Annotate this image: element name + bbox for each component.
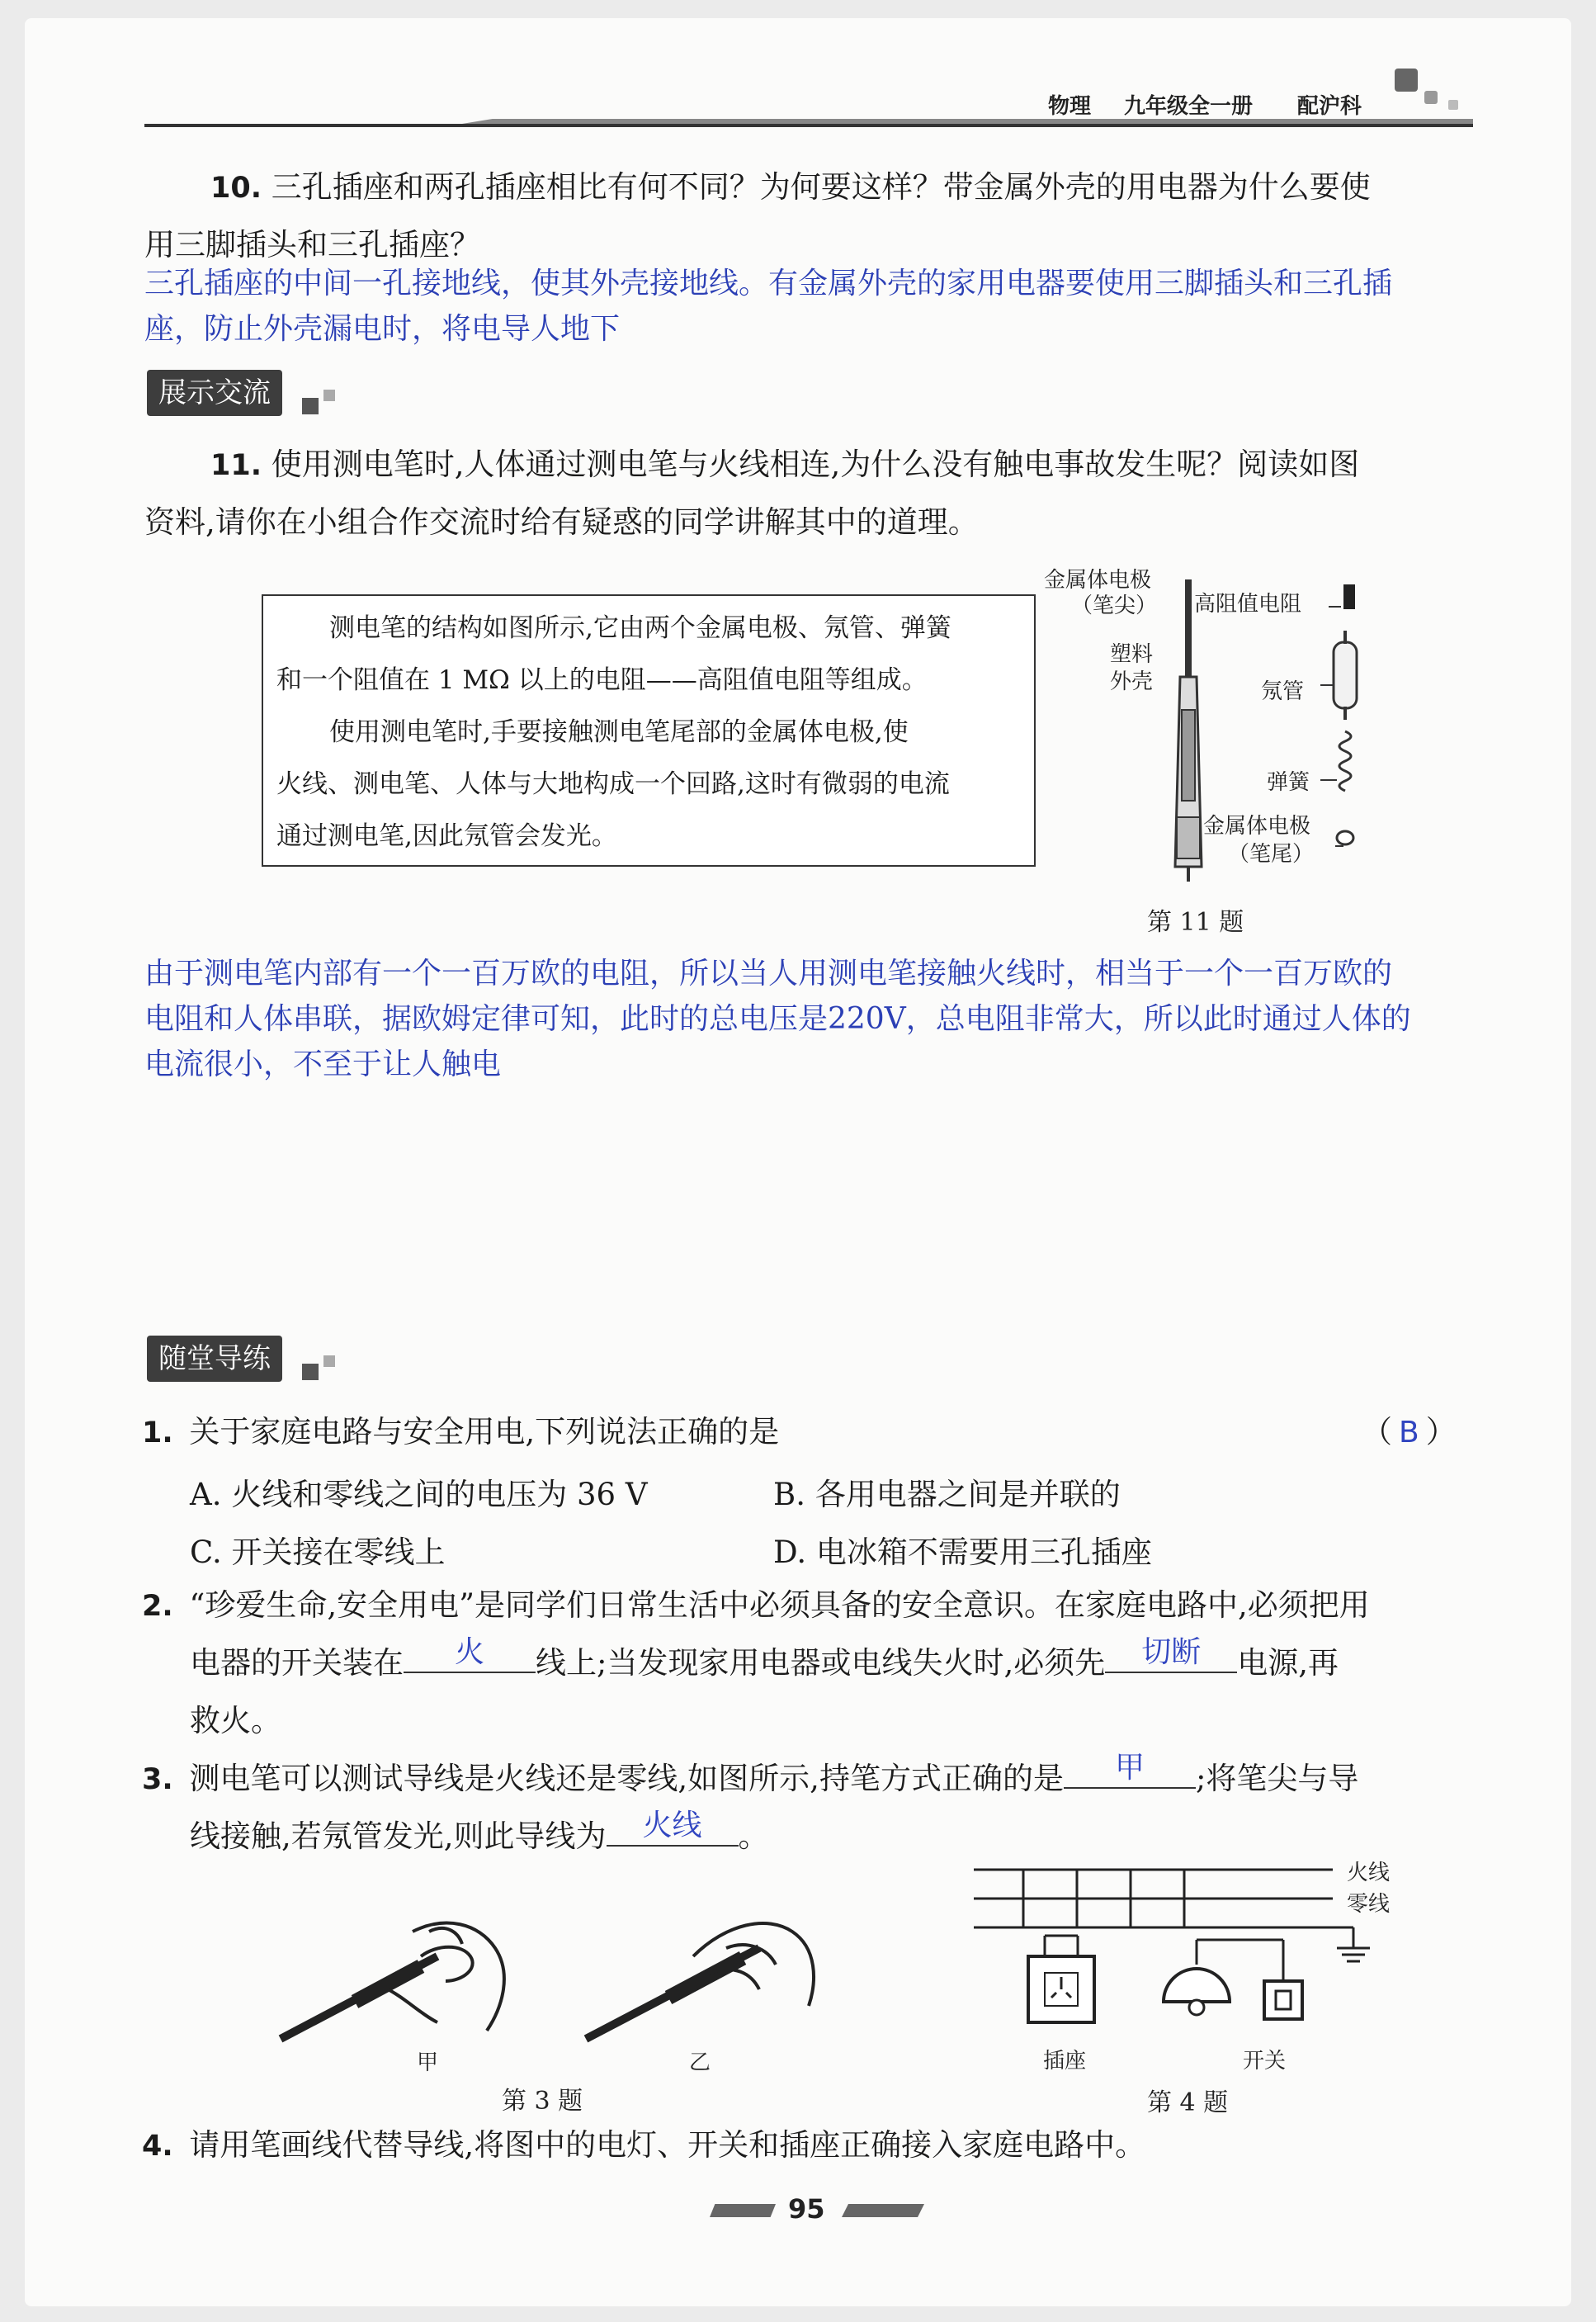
q11-text-1: 使用测电笔时,人体通过测电笔与火线相连,为什么没有触电事故发生呢？阅读如图 [271,447,1360,482]
circuit-label-live: 火线 [1347,1861,1391,1885]
footer-deco-left [710,2204,776,2217]
p4-stem: 请用笔画线代替导线,将图中的电灯、开关和插座正确接入家庭电路中。 [189,2127,1146,2163]
p2-text-1: “珍爱生命,安全用电”是同学们日常生活中必须具备的安全意识。在家庭电路中,必须把用 [189,1587,1370,1623]
header-deco-square-tiny [1448,100,1458,110]
p4-line [142,2116,1145,2175]
p2-line3: 救火。 [190,1703,281,1738]
page-number: 95 [788,2193,825,2225]
q11-box-line1: 测电笔的结构如图所示,它由两个金属电极、氖管、弹簧 [329,613,951,643]
p3-line1 [142,1750,1358,1809]
p1-answer-paren [1362,1403,1457,1462]
q11-line1 [210,436,1359,494]
p3-blank-1-answer: 甲 [1114,1751,1145,1785]
p3-text-1b: ;将笔尖与导 [1195,1761,1359,1796]
header-grade: 九年级全一册 [1124,94,1254,119]
p4-figure-caption: 第 4 题 [1147,2088,1229,2117]
p1-option-c: C. 开关接在零线上 [190,1535,446,1570]
p3-text-2a: 线接触,若氖管发光,则此导线为 [190,1818,607,1854]
q11-reading-box [262,594,1036,867]
label-resistor: 高阻值电阻 [1194,592,1302,617]
q11-box-line4: 火线、测电笔、人体与大地构成一个回路,这时有微弱的电流 [276,769,950,799]
q11-answer-line2: 电阻和人体串联，据欧姆定律可知，此时的总电压是220V，总电阻非常大，所以此时通过人体的 [144,1002,1411,1036]
p3-line2 [190,1808,769,1866]
section-display-deco-small [323,390,335,401]
p1-option-b: B. 各用电器之间是并联的 [773,1477,1121,1512]
p1-stem: 关于家庭电路与安全用电,下列说法正确的是 [189,1414,780,1449]
q11-answer-line3: 电流很小，不至于让人触电 [144,1048,502,1081]
p3-blank-2-answer: 火线 [642,1809,702,1842]
q10-line2: 用三脚插头和三孔插座？ [144,227,480,262]
header-rule [144,124,1473,127]
section-display-tag: 展示交流 [147,370,282,416]
label-tail-electrode: 金属体电极 [1203,814,1311,839]
q10-line1 [210,158,1371,217]
p3-text-1a: 测电笔可以测试导线是火线还是零线,如图所示,持笔方式正确的是 [189,1761,1064,1796]
circuit-label-socket: 插座 [1043,2049,1087,2074]
q11-number: 11. [210,449,262,482]
p1-number: 1. [142,1416,173,1449]
q10-text-1: 三孔插座和两孔插座相比有何不同？为何要这样？带金属外壳的用电器为什么要使 [271,169,1371,205]
p2-blank-1-answer: 火 [454,1635,484,1669]
q10-number: 10. [210,172,262,205]
p2-blank-1 [404,1635,536,1673]
section-practice-tag: 随堂导练 [147,1336,282,1382]
p4-number: 4. [142,2130,173,2163]
p2-text-2b: 线上;当发现家用电器或电线失火时,必须先 [536,1645,1106,1681]
p2-blank-2-answer: 切断 [1141,1635,1202,1669]
label-spring: 弹簧 [1267,770,1310,795]
p3-figure-caption: 第 3 题 [502,2087,583,2116]
p1-option-a: A. 火线和零线之间的电压为 36 V [190,1477,648,1512]
q11-line2: 资料,请你在小组合作交流时给有疑惑的同学讲解其中的道理。 [144,504,979,540]
p1-stem-line [142,1403,779,1462]
p2-text-2a: 电器的开关装在 [190,1645,404,1681]
section-display-deco [302,398,319,414]
label-neon: 氖管 [1261,679,1305,704]
section-practice-deco [302,1364,319,1380]
p3-number: 3. [142,1763,173,1796]
header-edition: 配沪科 [1297,94,1362,119]
p2-number: 2. [142,1590,173,1623]
circuit-label-neutral: 零线 [1347,1892,1391,1917]
pen-hold-figure-jia [264,1899,512,2047]
p3-blank-2 [607,1809,739,1847]
q10-answer-line2: 座，防止外壳漏电时，将电导人地下 [144,312,621,346]
header-subject: 物理 [1048,94,1092,119]
p2-text-2c: 电源,再 [1237,1645,1339,1681]
p3-blank-1 [1064,1751,1196,1789]
pen-hold-figure-yi [569,1899,833,2047]
q11-answer-line1: 由于测电笔内部有一个一百万欧的电阻，所以当人用测电笔接触火线时，相当于一个一百万欧的 [144,957,1393,991]
footer-deco-right [842,2204,924,2217]
circuit-label-switch: 开关 [1243,2049,1287,2074]
q11-box-line2: 和一个阻值在 1 MΩ 以上的电阻——高阻值电阻等组成。 [276,665,928,695]
circuit-figure [966,1857,1403,2055]
q11-figure-caption: 第 11 题 [1147,908,1244,937]
p1-answer: B [1399,1416,1419,1449]
p3-figure-label-yi: 乙 [689,2050,711,2075]
label-tip-note: （笔尖） [1071,594,1158,618]
header-deco-square-small [1424,91,1438,104]
q10-answer-line1: 三孔插座的中间一孔接地线，使其外壳接地线。有金属外壳的家用电器要使用三脚插头和三孔插 [144,267,1393,300]
label-shell-2: 外壳 [1110,669,1154,694]
p1-paren-close: ） [1425,1414,1457,1449]
p1-paren-open: （ [1362,1414,1392,1449]
q11-box-line3: 使用测电笔时,手要接触测电笔尾部的金属体电极,使 [329,717,909,747]
p3-figure-label-jia: 甲 [417,2050,439,2075]
label-tip-electrode: 金属体电极 [1044,568,1152,593]
p2-line2 [190,1634,1339,1692]
header-deco-square [1395,69,1418,92]
p2-blank-2 [1105,1635,1237,1673]
p1-option-d: D. 电冰箱不需要用三孔插座 [773,1535,1152,1570]
q11-box-line5: 通过测电笔,因此氖管会发光。 [276,821,617,851]
label-shell-1: 塑料 [1110,642,1154,667]
label-tail-note: （笔尾） [1228,842,1315,867]
section-practice-deco-small [323,1355,335,1367]
p3-text-2b: 。 [738,1818,769,1854]
header-rule-accent [462,119,1473,124]
